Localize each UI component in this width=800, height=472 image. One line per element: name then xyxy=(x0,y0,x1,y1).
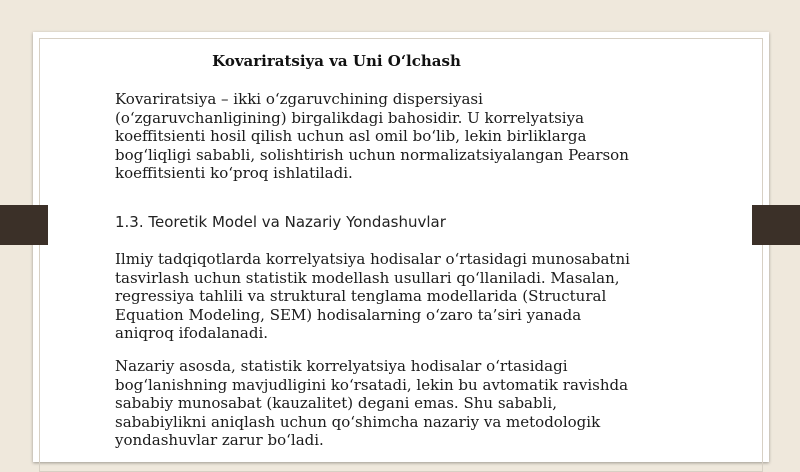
right-tab-decoration xyxy=(752,205,800,245)
intro-paragraph: Kovariratsiya – ikki o‘zgaruvchining dispersiyasi (o‘zgaruvchanligining) birgalikdagi bahosidir. U korrelyatsiya koeffitsienti hosil qilish uchun asl omil bo‘lib, lekin birliklarga bog‘liqligi sababli, solishtirish uchun normalizatsiyalangan Pearson koeffitsienti ko‘proq ishlatiladi. xyxy=(115,90,629,183)
section-heading: 1.3. Teoretik Model va Nazariy Yondashuvlar xyxy=(115,213,446,231)
left-tab-decoration xyxy=(0,205,48,245)
paragraph-theory: Nazariy asosda, statistik korrelyatsiya hodisalar o‘rtasidagi bog‘lanishning mavjudligini ko‘rsatadi, lekin bu avtomatik ravishda sababiy munosabat (kauzalitet) degani emas. Shu sababli, sababiylikni aniqlash uchun qo‘shimcha nazariy va metodologik yondashuvlar zarur bo‘ladi. xyxy=(115,357,629,450)
paragraph-modeling: Ilmiy tadqiqotlarda korrelyatsiya hodisalar o‘rtasidagi munosabatni tasvirlash uchun statistik modellash usullari qo‘llaniladi. Masalan, regressiya tahlili va struktural tenglama modellarida (Structural Equation Modeling, SEM) hodisalarning o‘zaro ta’siri yanada aniqroq ifodalanadi. xyxy=(115,250,630,343)
slide-title: Kovariratsiya va Uni O‘lchash xyxy=(212,52,461,70)
